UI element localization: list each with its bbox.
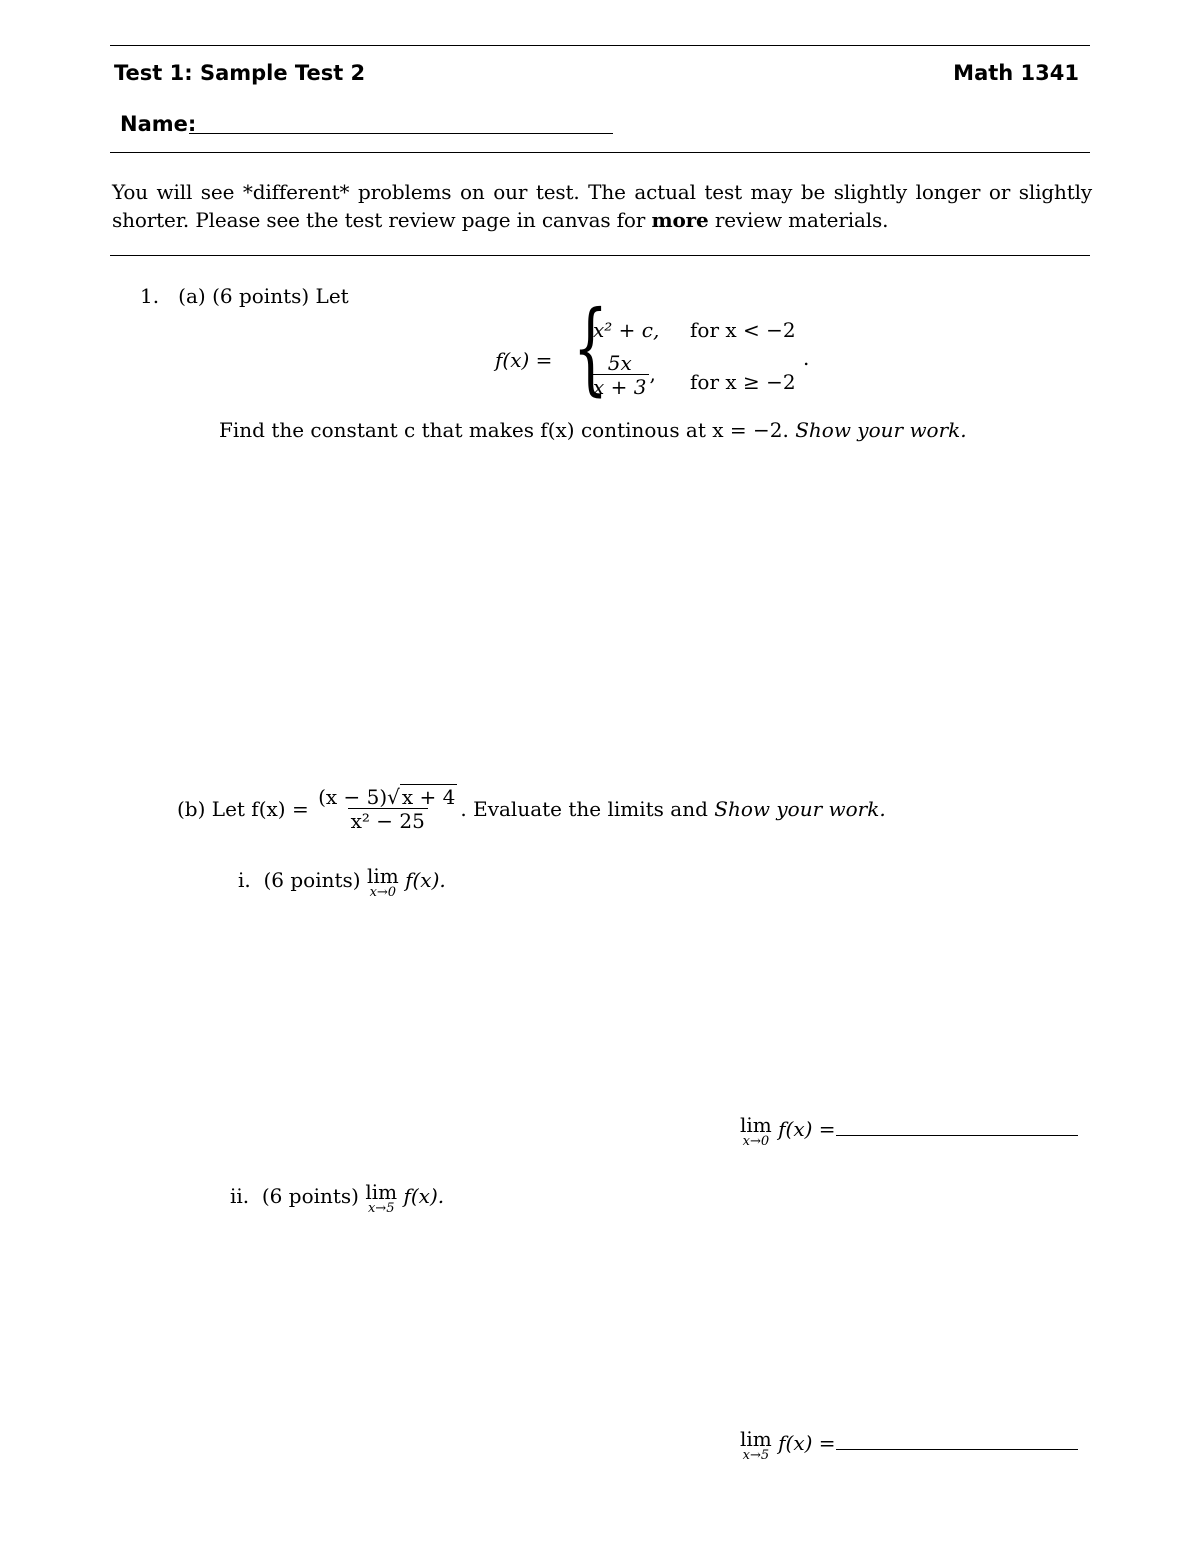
part-a-instruction: Find the constant c that makes f(x) continous at x = −2. Show your work. — [219, 418, 967, 442]
part-b-label: (b) — [177, 797, 206, 821]
part-a-work-area[interactable] — [219, 450, 1089, 770]
left-brace: { — [573, 289, 608, 406]
intro-line-1: You will see *different* problems on our test. The actual test may be slightly longer or slightly — [112, 180, 1092, 204]
sub-ii-answer-line[interactable] — [836, 1429, 1078, 1450]
course-name: Math 1341 — [953, 61, 1079, 85]
sub-ii-answer: lim x→5 f(x) = — [740, 1429, 1078, 1462]
case1-expr: x² + c, — [593, 318, 660, 342]
case2-fraction: $\frac{5x}{x + 3}$ , — [590, 352, 656, 398]
sub-ii-question: ii. (6 points) lim x→5 f(x). — [230, 1180, 445, 1216]
sub-ii-limit: lim x→5 — [365, 1180, 398, 1216]
test-title: Test 1: Sample Test 2 — [114, 61, 366, 85]
case2-condition: for x ≥ −2 — [690, 370, 796, 394]
sub-ii-work-area[interactable] — [230, 1225, 1088, 1415]
show-work-b: Show your work. — [714, 797, 886, 821]
sub-ii-points: (6 points) — [261, 1184, 359, 1208]
top-rule — [110, 45, 1090, 46]
part-b-instruction: . Evaluate the limits and — [460, 797, 708, 821]
sub-i-work-area[interactable] — [238, 910, 1088, 1100]
sub-i-answer-limit: lim x→0 — [740, 1113, 772, 1149]
sub-ii-answer-limit: lim x→5 — [740, 1427, 772, 1463]
case2-frac — [590, 352, 649, 398]
case2-denominator: x + 3 — [590, 374, 649, 398]
part-a-points: (6 points) — [212, 284, 310, 308]
name-field-line[interactable] — [189, 133, 613, 134]
part-a-let: Let — [315, 284, 349, 308]
problem-1-heading — [140, 282, 349, 310]
part-a-label: (a) — [178, 284, 206, 308]
intro-line-2: shorter. Please see the test review page in canvas for more review materials. — [112, 208, 889, 232]
intro-bottom-rule — [110, 255, 1090, 256]
piecewise-fx: f(x) = — [495, 348, 553, 372]
case1-condition: for x < −2 — [690, 318, 796, 342]
piecewise-period: . — [803, 346, 810, 370]
sqrt-body: x + 4 — [401, 785, 456, 809]
sub-i-answer-line[interactable] — [836, 1115, 1078, 1136]
sub-ii-label: ii. — [230, 1184, 250, 1208]
intro-bold-more: more — [651, 208, 709, 232]
show-work-a: Show your work. — [795, 418, 967, 442]
case2-numerator: 5x — [607, 351, 632, 375]
header-bottom-rule — [110, 152, 1090, 153]
part-b-numerator: (x − 5)√ x + 4 — [318, 785, 456, 809]
sub-i-limit: lim x→0 — [366, 864, 399, 900]
intro-text — [112, 178, 1092, 234]
name-label: Name: — [120, 112, 197, 136]
sub-i-label: i. — [238, 868, 251, 892]
sub-i-question: i. (6 points) lim x→0 f(x). — [238, 864, 446, 900]
part-b-let: Let f(x) = — [211, 797, 309, 821]
sub-i-answer: lim x→0 f(x) = — [740, 1115, 1078, 1148]
part-b-denominator: x² − 25 — [348, 808, 428, 832]
part-b-line — [177, 786, 886, 832]
problem-number: 1. — [140, 284, 160, 308]
part-b-fraction — [315, 786, 460, 832]
sub-i-points: (6 points) — [263, 868, 361, 892]
sqrt-sign: √ — [387, 785, 400, 809]
